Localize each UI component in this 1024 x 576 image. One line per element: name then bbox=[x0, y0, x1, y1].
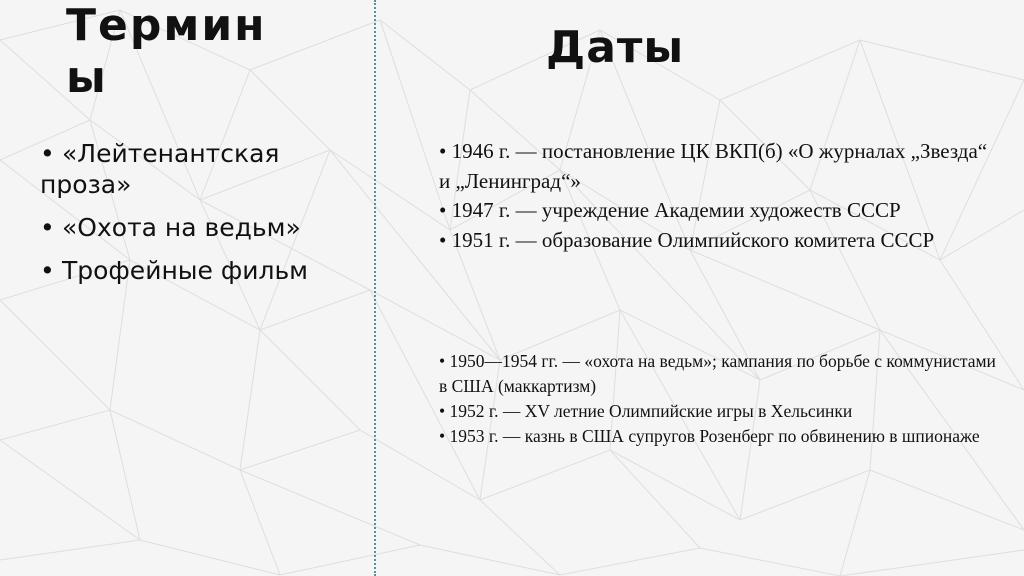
date-item: • 1947 г. — учреждение Академии художеств СССР bbox=[439, 198, 901, 222]
term-text: Трофейные фильм bbox=[62, 256, 309, 285]
date-item: • 1951 г. — образование Олимпийского комитета СССР bbox=[439, 227, 935, 252]
bullet-icon: • bbox=[40, 213, 55, 242]
dates-list-secondary bbox=[439, 349, 999, 449]
terms-list bbox=[40, 138, 370, 298]
date-item: • 1946 г. — постановление ЦК ВКП(б) «О журналах „Звезда“ и „Ленинград“» bbox=[439, 139, 988, 193]
date-item: • 1952 г. — XV летние Олимпийские игры в Хельсинки bbox=[439, 401, 853, 421]
date-item: • 1950—1954 гг. — «охота на ведьм»; кампания по борьбе с коммунистами в США (маккартизм) bbox=[439, 351, 996, 396]
dates-list-main bbox=[439, 137, 999, 255]
date-item: • 1953 г. — казнь в США супругов Розенберг по обвинению в шпионаже bbox=[439, 426, 980, 446]
term-text: «Лейтенантская проза» bbox=[40, 139, 280, 199]
terms-heading: Термины bbox=[66, 0, 267, 103]
bullet-icon: • bbox=[40, 256, 55, 285]
term-text: «Охота на ведьм» bbox=[62, 213, 301, 242]
term-item bbox=[40, 212, 370, 243]
bullet-icon: • bbox=[40, 139, 55, 168]
dates-heading: Даты bbox=[546, 22, 685, 73]
term-item bbox=[40, 255, 370, 286]
column-divider bbox=[374, 0, 376, 576]
term-item bbox=[40, 138, 370, 200]
